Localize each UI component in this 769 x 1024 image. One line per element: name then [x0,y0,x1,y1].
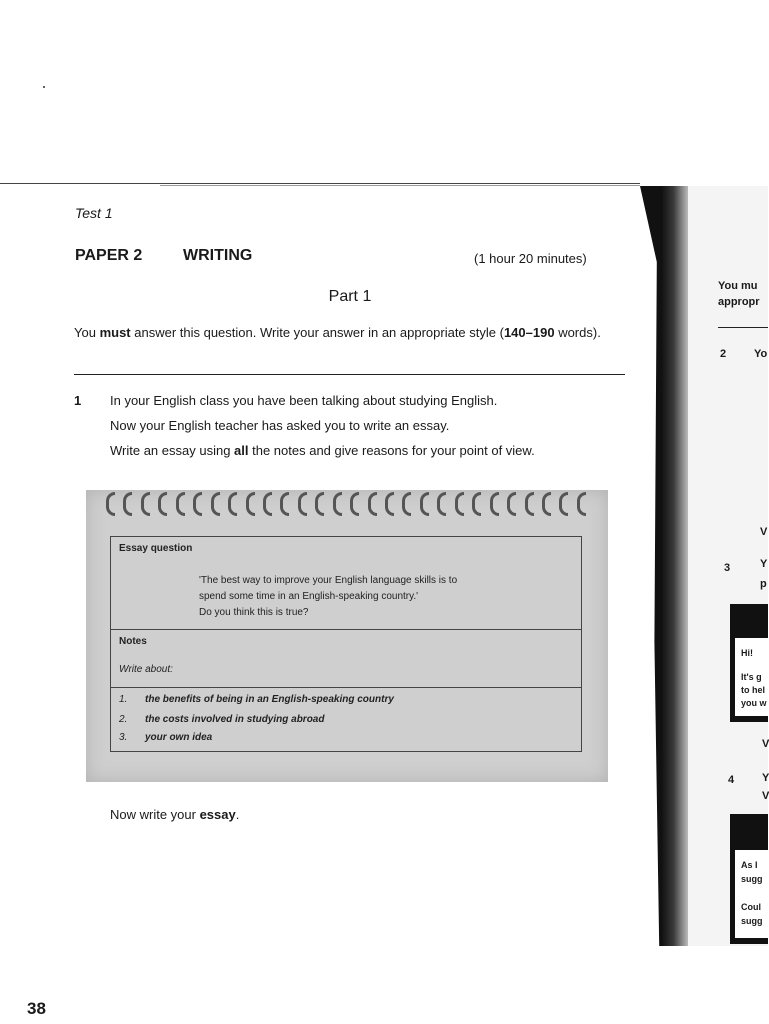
adjacent-rule [718,327,768,328]
closing-instruction [110,807,239,822]
essay-question-heading: Essay question [119,543,193,554]
divider [74,374,625,375]
write-about: Write about: [119,664,173,675]
adjacent-q2-text: Yo [754,348,768,360]
adjacent-box-1-inner [735,638,768,716]
ring [211,492,220,516]
ring [490,492,499,516]
adjacent-q3-number: 3 [724,562,731,574]
adjacent-p: p [760,578,767,590]
adjacent-v-1: V [760,526,768,538]
adjacent-box-2-inner [735,850,768,938]
adjacent-box-2-line-1: As I [741,860,758,870]
closing-essay: essay [199,807,236,822]
ring [106,492,115,516]
ring [559,492,568,516]
ring [525,492,534,516]
part-title: Part 1 [328,288,372,305]
adjacent-q4-number: 4 [728,774,735,786]
note-text-3: your own idea [145,732,213,743]
adjacent-v-2: V [762,738,769,750]
ring [402,492,411,516]
adjacent-q2-number: 2 [720,348,727,360]
question-line-2: Now your English teacher has asked you to write an essay. [110,418,450,433]
spiral-binding [106,490,586,520]
adjacent-q4-text: Y [762,772,769,784]
instruction-must: must [99,325,131,340]
closing-post: . [235,807,240,822]
adjacent-box-2-line-3: Coul [741,902,761,912]
adjacent-box-2-line-4: sugg [741,916,763,926]
notes-heading: Notes [119,636,147,647]
row-divider [111,687,581,688]
ring [350,492,359,516]
ring [455,492,464,516]
ring [472,492,481,516]
question-line-3-all: all [234,443,249,458]
adjacent-box-1-line-2: It's g [741,672,762,682]
adjacent-box-2-line-2: sugg [741,874,763,884]
ring [298,492,307,516]
adjacent-page [688,186,768,946]
ring [437,492,446,516]
ring [507,492,516,516]
ring [228,492,237,516]
section-title: WRITING [183,247,253,264]
ring [368,492,377,516]
adjacent-q3-text: Y [760,558,768,570]
ring [385,492,394,516]
paper-number: PAPER 2 [75,247,143,264]
question-line-3 [110,443,535,458]
duration: (1 hour 20 minutes) [474,251,587,266]
note-text-2: the costs involved in studying abroad [145,714,325,725]
test-label: Test 1 [75,205,113,221]
note-number-1: 1. [119,694,128,705]
ring [193,492,202,516]
instruction [74,324,622,341]
question-line-3-pre: Write an essay using [110,443,235,458]
notes-box [110,536,582,752]
ring [577,492,586,516]
adjacent-v-3: V [762,790,769,802]
note-text-1: the benefits of being in an English-speaking country [145,694,394,705]
ring [176,492,185,516]
question-line-1: In your English class you have been talking about studying English. [110,393,498,408]
essay-question-line-1: 'The best way to improve your English language skills is to [199,575,458,586]
ring [280,492,289,516]
ring [246,492,255,516]
ring [542,492,551,516]
speck [43,86,45,88]
question-line-3-post: the notes and give reasons for your point of view. [248,443,535,458]
adjacent-box-1-line-1: Hi! [741,648,753,658]
row-divider [111,629,581,630]
instruction-word-count: 140–190 [503,325,555,340]
adjacent-line-2: appropr [718,296,760,308]
essay-question-line-3: Do you think this is true? [199,607,309,618]
instruction-pre: You [74,325,100,340]
adjacent-box-1-line-4: you w [741,698,767,708]
top-rule [0,183,640,184]
instruction-post: words). [554,325,601,340]
ring [420,492,429,516]
ring [333,492,342,516]
adjacent-line-1: You mu [718,280,758,292]
notepad [86,490,608,782]
page-number: 38 [27,999,46,1018]
question-number: 1 [74,393,82,408]
essay-question-line-2: spend some time in an English-speaking country.' [199,591,419,602]
ring [263,492,272,516]
adjacent-box-1-line-3: to hel [741,685,765,695]
ring [123,492,132,516]
note-number-2: 2. [119,714,128,725]
ring [315,492,324,516]
top-rule-secondary [160,185,640,186]
ring [141,492,150,516]
instruction-mid: answer this question. Write your answer in an appropriate style ( [130,325,504,340]
ring [158,492,167,516]
closing-pre: Now write your [110,807,200,822]
note-number-3: 3. [119,732,128,743]
